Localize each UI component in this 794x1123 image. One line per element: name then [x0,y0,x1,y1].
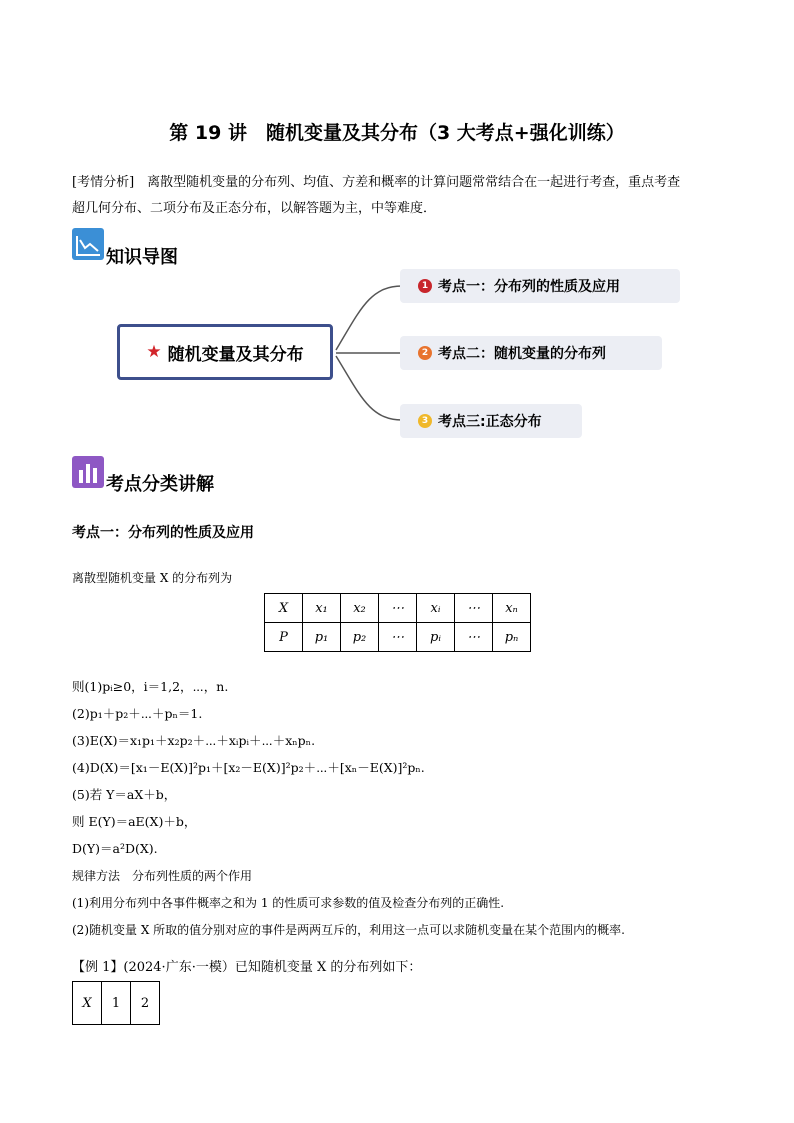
method-item: (2)随机变量 X 所取的值分别对应的事件是两两互斥的，利用这一点可以求随机变量在某个范围内的概率. [72,923,625,937]
bar-chart-icon [72,456,104,488]
mindmap-node-3 [400,404,582,438]
page-title: 第 19 讲 随机变量及其分布（3 大考点+强化训练） [169,122,625,144]
mindmap-node-2 [400,336,662,370]
table-cell: ⋯ [455,594,493,623]
formula-line: (5)若 Y＝aX＋b， [72,787,177,802]
table-cell: X [73,982,102,1025]
table-cell: P [265,623,303,652]
analysis-line-1 [72,170,732,196]
table-cell: x₁ [303,594,341,623]
formula-line: (2)p₁＋p₂＋⋯＋pₙ＝1. [72,706,203,721]
distribution-table [264,593,531,652]
topic-1-intro: 离散型随机变量 X 的分布列为 [72,571,233,585]
mindmap-connectors [330,280,410,430]
section-topics-title: 考点分类讲解 [106,474,214,495]
formula-line: D(Y)＝a²D(X). [72,841,158,856]
formula-line: (4)D(X)＝[x₁－E(X)]²p₁＋[x₂－E(X)]²p₂＋⋯＋[xₙ－E(X)]²pₙ. [72,760,425,775]
example-1-prompt: 【例 1】(2024·广东·一模）已知随机变量 X 的分布列如下： [72,960,422,975]
number-badge-icon: 3 [418,414,432,428]
table-row [265,594,531,623]
method-title: 规律方法 分布列性质的两个作用 [72,869,253,883]
mindmap-node-1 [400,269,680,303]
formula-line: 则(1)pᵢ≥0，i＝1,2，⋯，n. [72,679,229,694]
table-cell: xₙ [493,594,531,623]
table-cell: ⋯ [455,623,493,652]
table-cell: 1 [102,982,131,1025]
number-badge-icon: 1 [418,279,432,293]
table-cell: ⋯ [379,594,417,623]
table-cell: pₙ [493,623,531,652]
chart-line-icon [72,228,104,260]
table-cell: x₂ [341,594,379,623]
table-cell: p₁ [303,623,341,652]
analysis-line-2: 超几何分布、二项分布及正态分布，以解答题为主，中等难度． [72,201,437,216]
mindmap-center-node [117,324,333,380]
table-cell: X [265,594,303,623]
topic-1-heading: 考点一：分布列的性质及应用 [72,525,254,541]
analysis-text: 离散型随机变量的分布列、均值、方差和概率的计算问题常常结合在一起进行考查，重点考查 [147,175,681,190]
table-cell: pᵢ [417,623,455,652]
mindmap-node-label: 考点三:正态分布 [438,414,542,430]
mindmap-node-label: 考点二：随机变量的分布列 [438,346,606,362]
table-cell: 2 [131,982,160,1025]
table-row [73,982,160,1025]
table-cell: ⋯ [379,623,417,652]
formula-line: 则 E(Y)＝aE(X)＋b， [72,814,197,829]
section-knowledge-map-title: 知识导图 [106,247,178,268]
mindmap-center-label: 随机变量及其分布 [167,344,304,365]
star-icon: ★ [146,342,162,362]
table-row [265,623,531,652]
method-item: (1)利用分布列中各事件概率之和为 1 的性质可求参数的值及检查分布列的正确性. [72,896,505,910]
formula-line: (3)E(X)＝x₁p₁＋x₂p₂＋⋯＋xᵢpᵢ＋⋯＋xₙpₙ. [72,733,316,748]
table-cell: xᵢ [417,594,455,623]
mindmap-node-label: 考点一：分布列的性质及应用 [438,279,620,295]
table-cell: p₂ [341,623,379,652]
number-badge-icon: 2 [418,346,432,360]
example-table [72,981,160,1025]
analysis-label: [考情分析] [72,175,135,190]
